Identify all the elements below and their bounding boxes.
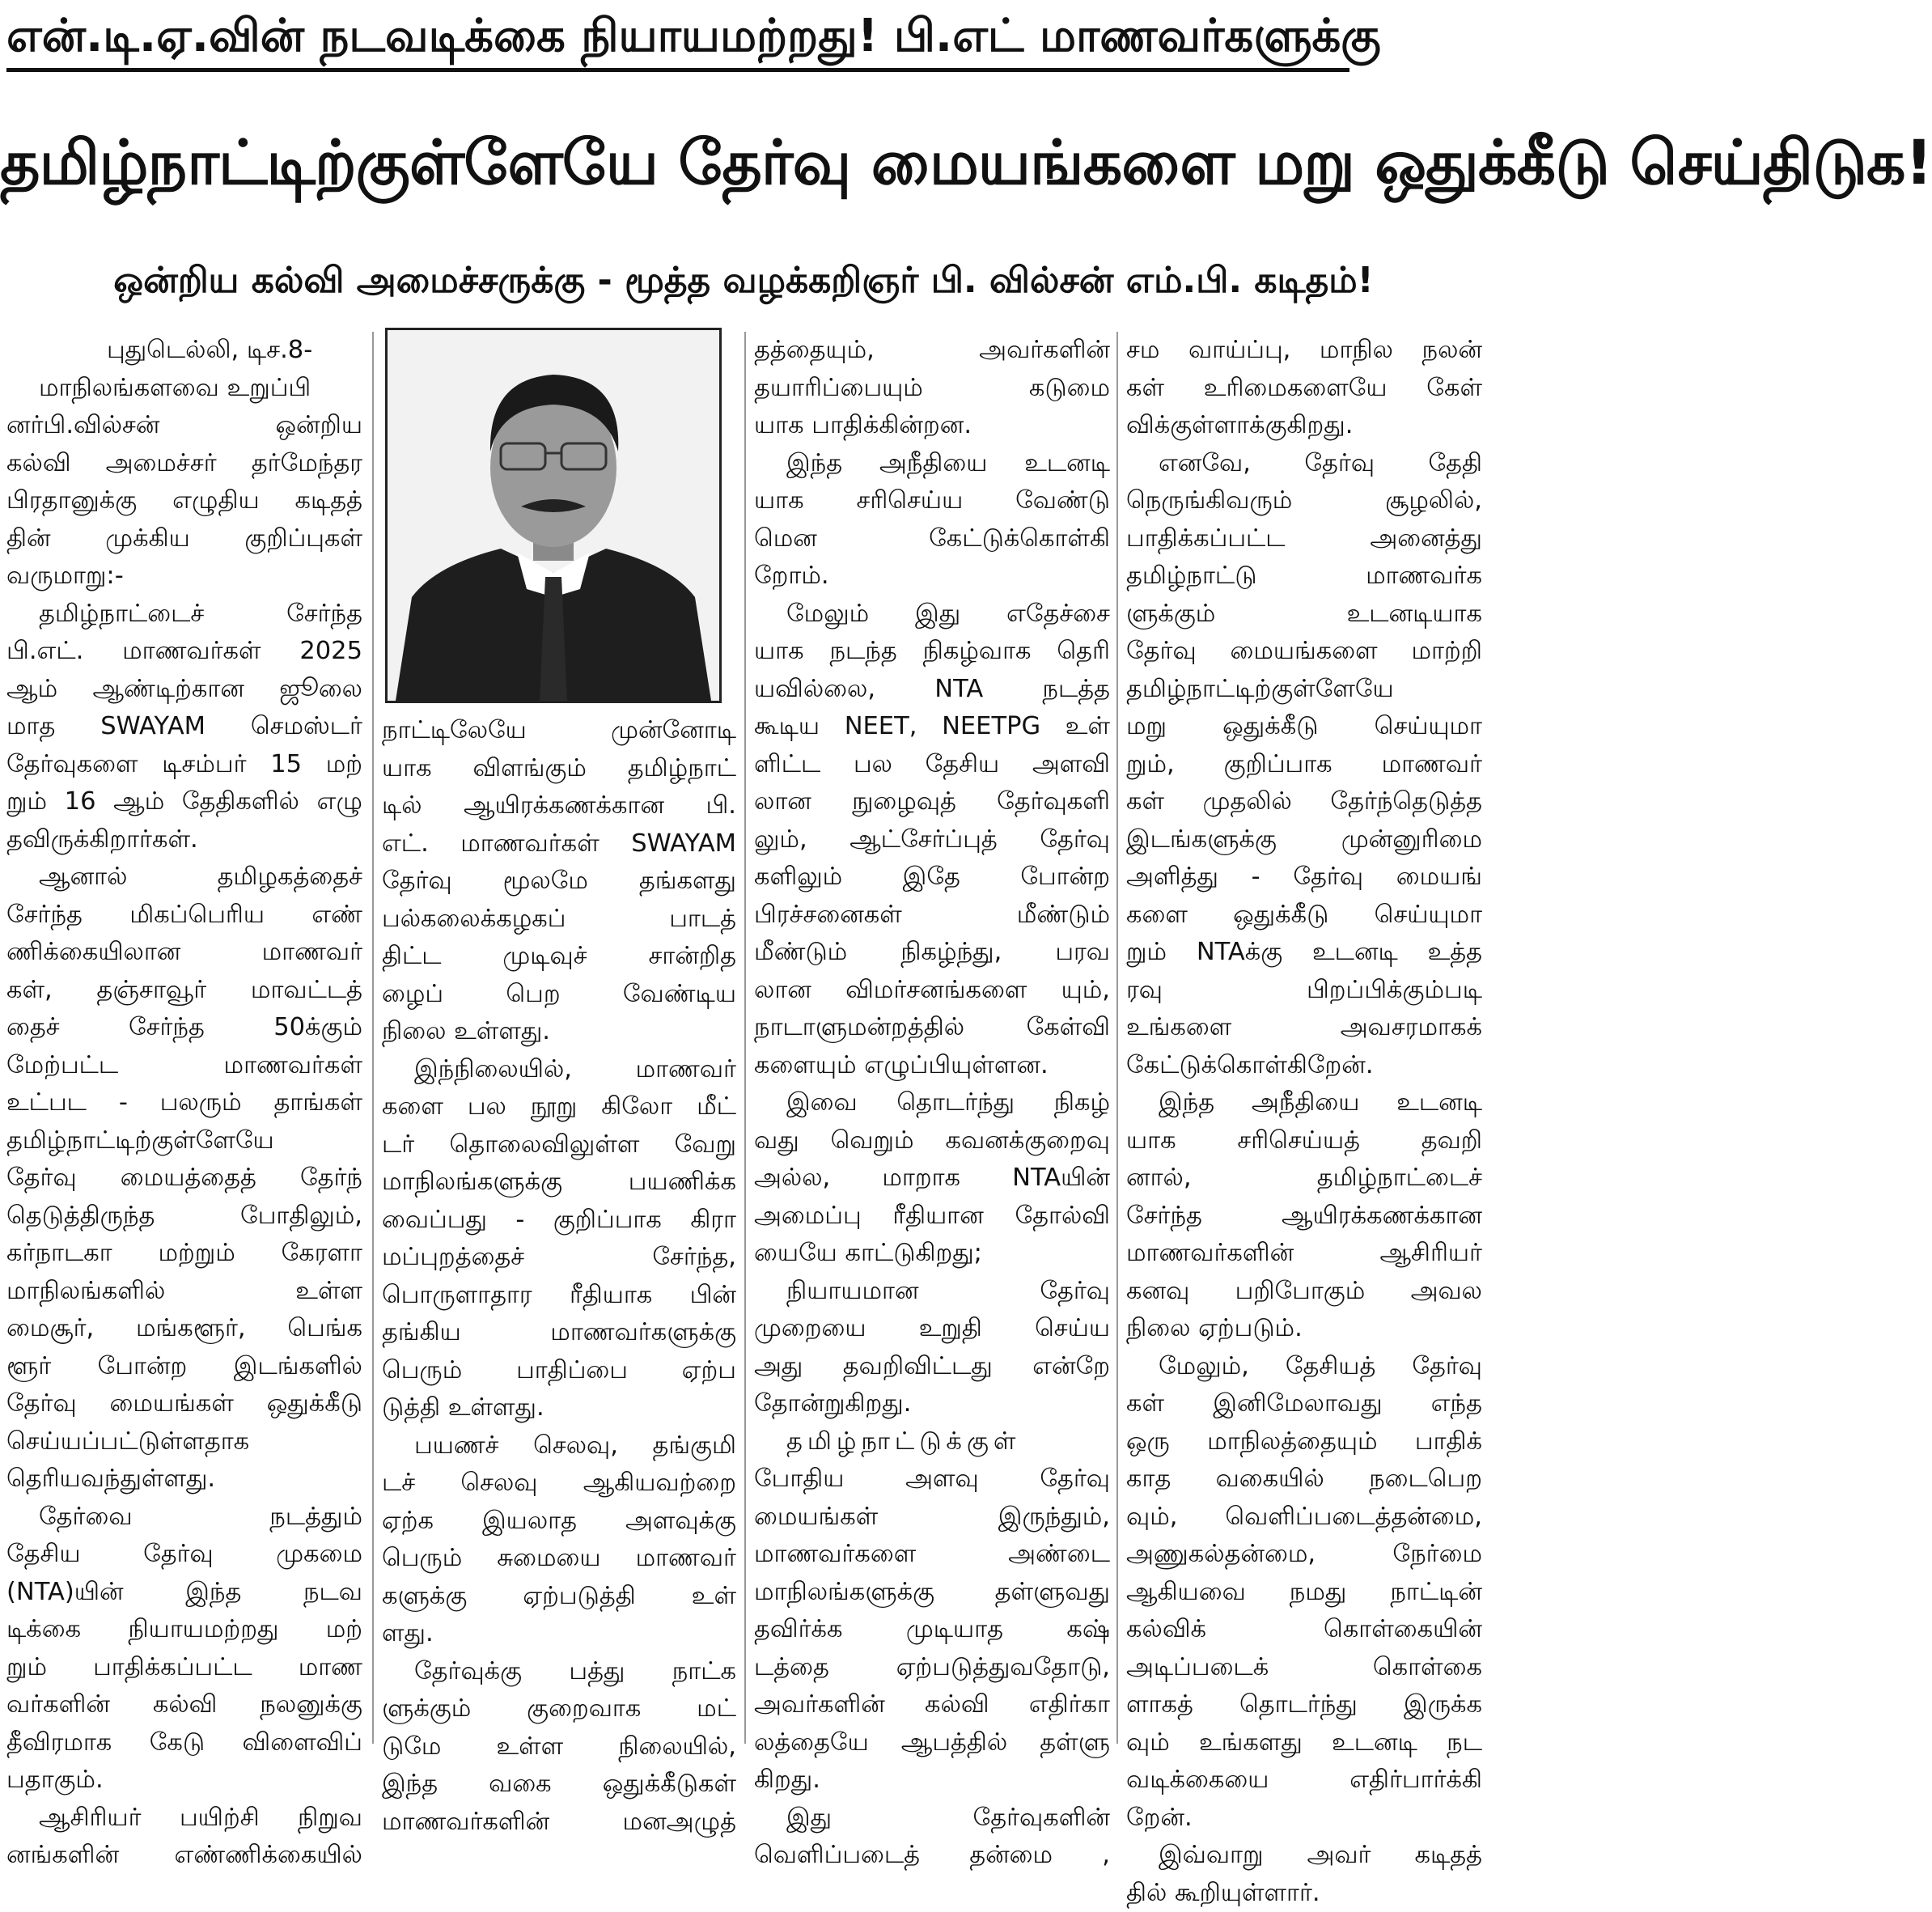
col4-line: ஆகியவை நமது நாட்டின்: [1126, 1574, 1482, 1612]
col4-line: விக்குள்ளாக்குகிறது.: [1126, 407, 1482, 445]
col2-line: எட். மாணவர்கள் SWAYAM: [382, 825, 736, 863]
col2-line: டச் செலவு ஆகியவற்றை: [382, 1465, 736, 1503]
col4-line: றேன்.: [1126, 1800, 1482, 1838]
col2-line: பயணச் செலவு, தங்குமி: [382, 1427, 736, 1465]
col2-line: டுத்தி உள்ளது.: [382, 1389, 736, 1427]
col3-line: தோன்றுகிறது.: [754, 1385, 1110, 1423]
col2-line: ளது.: [382, 1615, 736, 1653]
col1-line: ஆசிரியர் பயிற்சி நிறுவ: [6, 1800, 362, 1838]
col4-line: அளித்து - தேர்வு மையங்: [1126, 858, 1482, 897]
col4-line: றும், குறிப்பாக மாணவர்: [1126, 746, 1482, 784]
col3-line: ளிட்ட பல தேசிய அளவி: [754, 746, 1110, 784]
col3-line: அது தவறிவிட்டது என்றே: [754, 1348, 1110, 1386]
col4-line: ளுக்கும் உடனடியாக: [1126, 596, 1482, 634]
col4-line: அடிப்படைக் கொள்கை: [1126, 1649, 1482, 1687]
col4-line: கள் இனிமேலாவது எந்த: [1126, 1385, 1482, 1423]
col1-line: சேர்ந்த மிகப்பெரிய எண்: [6, 897, 362, 935]
col2-line: திட்ட முடிவுச் சான்றித: [382, 938, 736, 976]
col4-line: காத வகையில் நடைபெற: [1126, 1460, 1482, 1499]
col4-line: சேர்ந்த ஆயிரக்கணக்கான: [1126, 1198, 1482, 1236]
col3-line: தயாரிப்பையும் கடுமை: [754, 370, 1110, 408]
col3-line: யாக சரிசெய்ய வேண்டு: [754, 482, 1110, 520]
col2-line: ழைப் பெற வேண்டிய: [382, 976, 736, 1014]
col3-line: தமிழ்நாட்டுக்குள்: [754, 1423, 1110, 1461]
article-column-2: [382, 712, 736, 1841]
col4-line: கள் உரிமைகளையே கேள்: [1126, 370, 1482, 408]
col2-line: யாக விளங்கும் தமிழ்நாட்: [382, 750, 736, 788]
col1-line: தேர்வுகளை டிசம்பர் 15 மற்: [6, 746, 362, 784]
col4-line: உங்களை அவசரமாகக்: [1126, 1009, 1482, 1047]
col4-line: எனவே, தேர்வு தேதி: [1126, 445, 1482, 483]
col1-line: வருமாறு:-: [6, 557, 362, 596]
col3-line: நியாயமான தேர்வு: [754, 1273, 1110, 1311]
article-column-1: [6, 332, 362, 1875]
col3-line: லத்தையே ஆபத்தில் தள்ளு: [754, 1724, 1110, 1762]
col4-line: இவ்வாறு அவர் கடிதத்: [1126, 1837, 1482, 1875]
col1-line: மாநிலங்களவை உறுப்பி: [6, 370, 362, 408]
col3-line: லான விமர்சனங்களை யும்,: [754, 972, 1110, 1010]
col4-line: அணுகல்தன்மை, நேர்மை: [1126, 1536, 1482, 1574]
col3-line: வது வெறும் கவனக்குறைவு: [754, 1122, 1110, 1160]
col1-line: மைசூர், மங்களூர், பெங்க: [6, 1310, 362, 1348]
col2-line: மப்புறத்தைச் சேர்ந்த,: [382, 1239, 736, 1277]
col4-line: தில் கூறியுள்ளார்.: [1126, 1875, 1482, 1912]
col3-line: அல்ல, மாறாக NTAயின்: [754, 1159, 1110, 1198]
col1-line: மாநிலங்களில் உள்ள: [6, 1273, 362, 1311]
col4-line: களை ஒதுக்கீடு செய்யுமா: [1126, 897, 1482, 935]
col1-line: தேசிய தேர்வு முகமை: [6, 1536, 362, 1574]
col1-line: தெரியவந்துள்ளது.: [6, 1460, 362, 1499]
col1-line: வர்களின் கல்வி நலனுக்கு: [6, 1686, 362, 1724]
col2-line: டர் தொலைவிலுள்ள வேறு: [382, 1126, 736, 1164]
col3-line: மாநிலங்களுக்கு தள்ளுவது: [754, 1574, 1110, 1612]
col4-line: மேலும், தேசியத் தேர்வு: [1126, 1348, 1482, 1386]
column-divider-3: [1116, 332, 1118, 1744]
column-divider-2: [744, 332, 746, 1744]
col1-line: ஆனால் தமிழகத்தைச்: [6, 858, 362, 897]
col1-line: (NTA)யின் இந்த நடவ: [6, 1574, 362, 1612]
col4-line: மறு ஒதுக்கீடு செய்யுமா: [1126, 708, 1482, 746]
col1-line: தேர்வு மையங்கள் ஒதுக்கீடு: [6, 1385, 362, 1423]
portrait-photo: [385, 328, 722, 703]
col4-line: தேர்வு மையங்களை மாற்றி: [1126, 633, 1482, 671]
col1-line: உட்பட - பலரும் தாங்கள்: [6, 1084, 362, 1122]
col1-line: னங்களின் எண்ணிக்கையில்: [6, 1837, 362, 1875]
col2-line: மாநிலங்களுக்கு பயணிக்க: [382, 1164, 736, 1202]
col2-line: நாட்டிலேயே முன்னோடி: [382, 712, 736, 750]
col1-line: தின் முக்கிய குறிப்புகள்: [6, 520, 362, 558]
col4-line: இந்த அநீதியை உடனடி: [1126, 1084, 1482, 1122]
col2-line: இந்த வகை ஒதுக்கீடுகள்: [382, 1766, 736, 1804]
col3-line: முறையை உறுதி செய்ய: [754, 1310, 1110, 1348]
col2-line: ளுக்கும் குறைவாக மட்: [382, 1690, 736, 1728]
col4-line: நெருங்கிவரும் சூழலில்,: [1126, 482, 1482, 520]
col4-line: ஒரு மாநிலத்தையும் பாதிக்: [1126, 1423, 1482, 1461]
col4-line: வும், வெளிப்படைத்தன்மை,: [1126, 1499, 1482, 1537]
col3-line: வெளிப்படைத் தன்மை ,: [754, 1837, 1110, 1875]
col3-line: கூடிய NEET, NEETPG உள்: [754, 708, 1110, 746]
col3-line: லும், ஆட்சேர்ப்புத் தேர்வு: [754, 821, 1110, 859]
col1-line: செய்யப்பட்டுள்ளதாக: [6, 1423, 362, 1461]
col4-line: யாக சரிசெய்யத் தவறி: [1126, 1122, 1482, 1160]
col1-line: தேர்வு மையத்தைத் தேர்ந்: [6, 1159, 362, 1198]
col2-line: பெரும் சுமையை மாணவர்: [382, 1540, 736, 1578]
col2-line: பல்கலைக்கழகப் பாடத்: [382, 901, 736, 939]
col1-line: கள், தஞ்சாவூர் மாவட்டத்: [6, 972, 362, 1010]
col4-line: ளாகத் தொடர்ந்து இருக்க: [1126, 1686, 1482, 1724]
col2-line: களுக்கு ஏற்படுத்தி உள்: [382, 1578, 736, 1616]
col2-line: தேர்வுக்கு பத்து நாட்க: [382, 1653, 736, 1691]
col1-line: னர்பி.வில்சன் ஒன்றிய: [6, 407, 362, 445]
col1-line: கல்வி அமைச்சர் தர்மேந்தர: [6, 445, 362, 483]
col3-line: நாடாளுமன்றத்தில் கேள்வி: [754, 1009, 1110, 1047]
col1-line: தமிழ்நாட்டிற்குள்ளேயே: [6, 1122, 362, 1160]
col4-line: கல்விக் கொள்கையின்: [1126, 1611, 1482, 1649]
col3-line: தவிர்க்க முடியாத கஷ்: [754, 1611, 1110, 1649]
col1-line: டிக்கை நியாயமற்றது மற்: [6, 1611, 362, 1649]
col4-line: வும் உங்களது உடனடி நட: [1126, 1724, 1482, 1762]
col1-line: மாத SWAYAM செமஸ்டர்: [6, 708, 362, 746]
col4-line: னால், தமிழ்நாட்டைச்: [1126, 1159, 1482, 1198]
col2-line: களை பல நூறு கிலோ மீட்: [382, 1088, 736, 1126]
col3-line: போதிய அளவு தேர்வு: [754, 1460, 1110, 1499]
col2-line: டில் ஆயிரக்கணக்கான பி.: [382, 787, 736, 825]
col4-line: றும் NTAக்கு உடனடி உத்த: [1126, 934, 1482, 972]
portrait-figure: [388, 330, 719, 701]
col3-line: அமைப்பு ரீதியான தோல்வி: [754, 1198, 1110, 1236]
col1-line: புதுடெல்லி, டிச.8-: [6, 332, 362, 370]
col1-line: பதாகும்.: [6, 1761, 362, 1800]
col1-line: ஆம் ஆண்டிற்கான ஜூலை: [6, 671, 362, 709]
col1-line: தைச் சேர்ந்த 50க்கும்: [6, 1009, 362, 1047]
col4-line: நிலை ஏற்படும்.: [1126, 1310, 1482, 1348]
col2-line: பொருளாதார ரீதியாக பின்: [382, 1277, 736, 1315]
col3-line: யவில்லை, NTA நடத்த: [754, 671, 1110, 709]
col3-line: கிறது.: [754, 1761, 1110, 1800]
col2-line: டுமே உள்ள நிலையில்,: [382, 1728, 736, 1766]
col1-line: மேற்பட்ட மாணவர்கள்: [6, 1047, 362, 1085]
col3-line: இது தேர்வுகளின்: [754, 1800, 1110, 1838]
col1-line: ணிக்கையிலான மாணவர்: [6, 934, 362, 972]
col1-line: தேர்வை நடத்தும்: [6, 1499, 362, 1537]
kicker-heading: என்.டி.ஏ.வின் நடவடிக்கை நியாயமற்றது! பி.எட் மாணவர்களுக்கு: [6, 5, 1349, 72]
col3-line: டத்தை ஏற்படுத்துவதோடு,: [754, 1649, 1110, 1687]
col4-line: வடிக்கையை எதிர்பார்க்கி: [1126, 1761, 1482, 1800]
col3-line: யாக நடந்த நிகழ்வாக தெரி: [754, 633, 1110, 671]
sub-headline: ஒன்றிய கல்வி அமைச்சருக்கு - மூத்த வழக்கறிஞர் பி. வில்சன் எம்.பி. கடிதம்!: [0, 247, 1487, 315]
col3-line: மென கேட்டுக்கொள்கி: [754, 520, 1110, 558]
col1-line: பிரதானுக்கு எழுதிய கடிதத்: [6, 482, 362, 520]
col3-line: யையே காட்டுகிறது;: [754, 1235, 1110, 1273]
col4-line: சம வாய்ப்பு, மாநில நலன்: [1126, 332, 1482, 370]
col3-line: களையும் எழுப்பியுள்ளன.: [754, 1047, 1110, 1085]
col3-line: களிலும் இதே போன்ற: [754, 858, 1110, 897]
col1-line: பி.எட். மாணவர்கள் 2025: [6, 633, 362, 671]
col3-line: அவர்களின் கல்வி எதிர்கா: [754, 1686, 1110, 1724]
col3-line: பிரச்சனைகள் மீண்டும்: [754, 897, 1110, 935]
col4-line: ரவு பிறப்பிக்கும்படி: [1126, 972, 1482, 1010]
col3-line: இந்த அநீதியை உடனடி: [754, 445, 1110, 483]
col3-line: லான நுழைவுத் தேர்வுகளி: [754, 783, 1110, 821]
col4-line: தமிழ்நாட்டிற்குள்ளேயே: [1126, 671, 1482, 709]
col3-line: தத்தையும், அவர்களின்: [754, 332, 1110, 370]
col4-line: கனவு பறிபோகும் அவல: [1126, 1273, 1482, 1311]
col4-line: கள் முதலில் தேர்ந்தெடுத்த: [1126, 783, 1482, 821]
col3-line: மையங்கள் இருந்தும்,: [754, 1499, 1110, 1537]
col3-line: யாக பாதிக்கின்றன.: [754, 407, 1110, 445]
col2-line: வைப்பது - குறிப்பாக கிரா: [382, 1202, 736, 1240]
article-column-3: [754, 332, 1110, 1875]
col2-line: மாணவர்களின் மனஅழுத்: [382, 1804, 736, 1842]
col1-line: தெடுத்திருந்த போதிலும்,: [6, 1198, 362, 1236]
col1-line: றும் 16 ஆம் தேதிகளில் எழு: [6, 783, 362, 821]
col3-line: மாணவர்களை அண்டை: [754, 1536, 1110, 1574]
col1-line: கர்நாடகா மற்றும் கேரளா: [6, 1235, 362, 1273]
col3-line: மேலும் இது எதேச்சை: [754, 596, 1110, 634]
col3-line: மீண்டும் நிகழ்ந்து, பரவ: [754, 934, 1110, 972]
col4-line: பாதிக்கப்பட்ட அனைத்து: [1126, 520, 1482, 558]
col2-line: தங்கிய மாணவர்களுக்கு: [382, 1314, 736, 1352]
col3-line: இவை தொடர்ந்து நிகழ்: [754, 1084, 1110, 1122]
col1-line: தமிழ்நாட்டைச் சேர்ந்த: [6, 596, 362, 634]
main-headline: தமிழ்நாட்டிற்குள்ளேயே தேர்வு மையங்களை மறு ஒதுக்கீடு செய்திடுக!: [0, 102, 1487, 223]
col1-line: தீவிரமாக கேடு விளைவிப்: [6, 1724, 362, 1762]
col1-line: தவிருக்கிறார்கள்.: [6, 821, 362, 859]
col4-line: தமிழ்நாட்டு மாணவர்க: [1126, 557, 1482, 596]
col2-line: பெரும் பாதிப்பை ஏற்ப: [382, 1352, 736, 1390]
col3-line: றோம்.: [754, 557, 1110, 596]
col2-line: நிலை உள்ளது.: [382, 1013, 736, 1051]
col2-line: இந்நிலையில், மாணவர்: [382, 1051, 736, 1089]
col1-line: றும் பாதிக்கப்பட்ட மாண: [6, 1649, 362, 1687]
col2-line: தேர்வு மூலமே தங்களது: [382, 863, 736, 901]
col2-line: ஏற்க இயலாத அளவுக்கு: [382, 1503, 736, 1541]
col4-line: மாணவர்களின் ஆசிரியர்: [1126, 1235, 1482, 1273]
column-divider-1: [372, 332, 374, 1744]
col1-line: ளூர் போன்ற இடங்களில்: [6, 1348, 362, 1386]
article-column-4: [1126, 332, 1482, 1912]
col4-line: கேட்டுக்கொள்கிறேன்.: [1126, 1047, 1482, 1085]
col4-line: இடங்களுக்கு முன்னுரிமை: [1126, 821, 1482, 859]
